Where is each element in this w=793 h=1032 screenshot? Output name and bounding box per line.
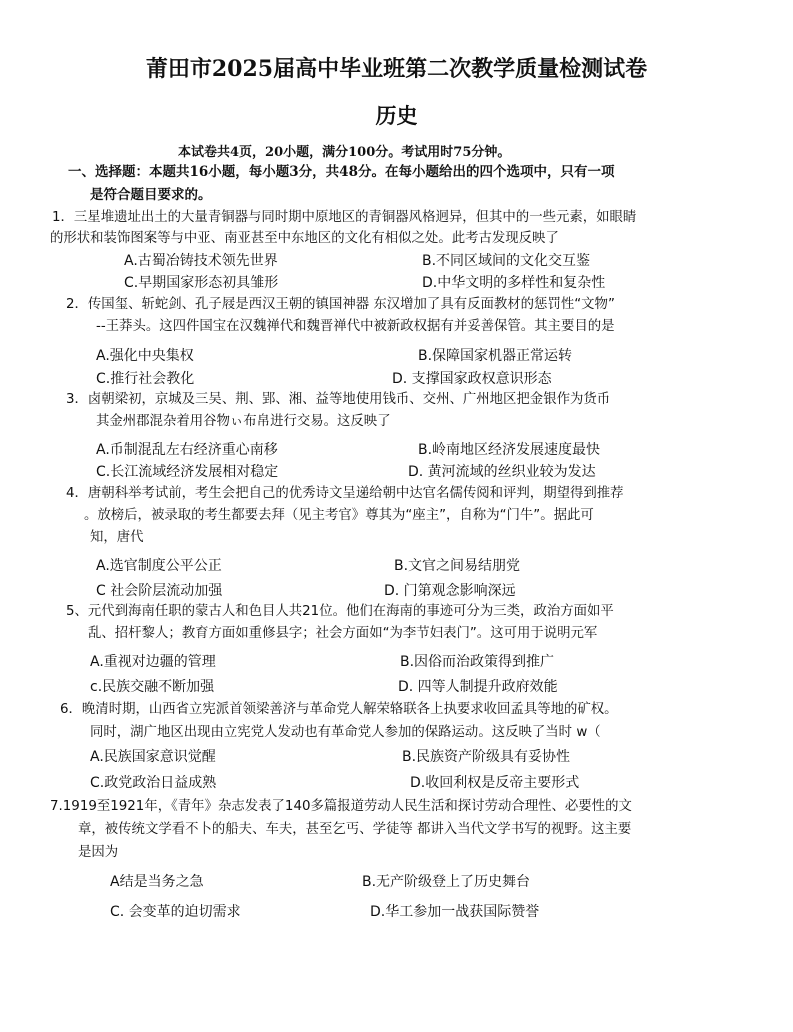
question-7-option-c[interactable]: C. 会变革的迫切需求 <box>110 904 241 920</box>
question-5-option-d[interactable]: D. 四等人制提升政府效能 <box>398 679 558 695</box>
question-7-option-d[interactable]: D.华工参加一战获国际赞誉 <box>370 904 540 920</box>
exam-title: 莆田市2025届高中毕业班第二次教学质量检测试卷 <box>145 56 648 82</box>
question-6-option-d[interactable]: D.收回利权是反帝主要形式 <box>410 775 580 791</box>
question-3-option-d[interactable]: D. 黄河流域的丝织业较为发达 <box>408 464 596 480</box>
question-5-option-a[interactable]: A.重视对边疆的管理 <box>90 654 216 670</box>
question-1-line-1: 1．三星堆遗址出土的大量青铜器与同时期中原地区的青铜器风格迥异，但其中的一些元素，如眼睛 <box>52 210 637 225</box>
question-1-option-d[interactable]: D.中华文明的多样性和复杂性 <box>422 275 606 291</box>
question-6-line-1: 6．晚清时期，山西省立宪派首领梁善济与革命党人解荣辂联各上执要求收回孟具等地的矿权。 <box>60 702 618 717</box>
question-4-option-c[interactable]: C 社会阶层流动加强 <box>96 583 223 599</box>
question-5-line-1: 5、元代到海南任职的蒙古人和色目人共21位。他们在海南的事迹可分为三类，政治方面如平 <box>66 604 614 619</box>
section-heading: 一、选择题：本题共16小题，每小题3分，共48分。在每小题给出的四个选项中，只有一项 <box>68 164 615 180</box>
question-6-line-2: 同时，湖广地区出现由立宪党人发动也有革命党人参加的保路运动。这反映了当时 w（ <box>90 725 601 740</box>
question-7-line-2: 章，被传统文学看不卜的船夫、车夫，甚至乞丐、学徒等 都讲入当代文学书写的视野。这主要 <box>78 822 632 837</box>
question-3-option-a[interactable]: A.币制混乱左右经济重心南移 <box>96 442 278 458</box>
question-7-line-3: 是因为 <box>78 845 119 860</box>
question-1-option-b[interactable]: B.不同区域间的文化交互鉴 <box>422 253 591 269</box>
question-1-option-c[interactable]: C.早期国家形态初具雏形 <box>124 275 279 291</box>
question-2-option-a[interactable]: A.强化中央集权 <box>96 348 194 364</box>
question-2-line-1: 2．传国玺、斩蛇剑、孔子屐是西汉王朝的镇国神器 东汉增加了具有反面教材的惩罚性“文物” <box>66 297 615 312</box>
question-1-option-a[interactable]: A.古蜀冶铸技术领先世界 <box>124 253 278 269</box>
question-5-option-c[interactable]: c.民族交融不断加强 <box>90 679 215 695</box>
question-4-line-3: 知，唐代 <box>90 530 144 545</box>
question-2-option-c[interactable]: C.推行社会教化 <box>96 371 195 387</box>
question-2-option-d[interactable]: D. 支撑国家政权意识形态 <box>392 371 552 387</box>
question-4-option-a[interactable]: A.选官制度公平公正 <box>96 558 222 574</box>
question-3-option-b[interactable]: B.岭南地区经济发展速度最快 <box>418 442 601 458</box>
exam-note: 本试卷共4页，20小题，满分100分。考试用时75分钟。 <box>178 145 511 160</box>
question-2-option-b[interactable]: B.保障国家机器正常运转 <box>418 348 573 364</box>
question-7-option-a[interactable]: A结是当务之急 <box>110 874 204 890</box>
question-3-line-1: 3．卤朝梁初，京城及三吴、荆、郢、湘、益等地使用钱币、交州、广州地区把金银作为货币 <box>66 392 611 407</box>
question-7-line-1: 7.1919至1921年，《青年》杂志发表了140多篇报道劳动人民生活和探讨劳动合理性、必要性的文 <box>50 799 632 814</box>
question-6-option-c[interactable]: C.政党政治日益成熟 <box>90 775 217 791</box>
question-2-line-2: --王莽头。这四件国宝在汉魏禅代和魏晋禅代中被新政权据有并妥善保管。其主要目的是 <box>96 319 615 334</box>
subject-title: 历史 <box>375 103 418 128</box>
question-1-line-2: 的形状和装饰图案等与中亚、南亚甚至中东地区的文化有相似之处。此考古发现反映了 <box>50 231 559 246</box>
question-4-line-2: 。放榜后，被录取的考生都要去拜（见主考官》尊其为“座主”，自称为“门牛”。据此可 <box>84 508 594 523</box>
question-3-option-c[interactable]: C.长江流域经济发展相对稳定 <box>96 464 279 480</box>
question-4-line-1: 4．唐朝科举考试前，考生会把自己的优秀诗文呈递给朝中达官名儒传阅和评判，期望得到推荐 <box>66 486 624 501</box>
question-4-option-b[interactable]: B.文官之间易结朋党 <box>394 558 521 574</box>
question-3-line-2: 其金州郡混杂着用谷物ぃ布帛进行交易。这反映了 <box>96 414 391 429</box>
question-5-option-b[interactable]: B.因俗而治政策得到推广 <box>400 654 555 670</box>
question-7-option-b[interactable]: B.无产阶级登上了历史舞台 <box>362 874 531 890</box>
question-6-option-a[interactable]: A.民族国家意识觉醒 <box>90 749 216 765</box>
section-heading-cont: 是符合题目要求的。 <box>90 187 212 203</box>
question-6-option-b[interactable]: B.民族资产阶级具有妥协性 <box>402 749 571 765</box>
question-5-line-2: 乱、招杆黎人；教育方面如重修县字；社会方面如“为李节妇表门”。这可用于说明元军 <box>88 626 598 641</box>
question-4-option-d[interactable]: D. 门第观念影响深远 <box>384 583 516 599</box>
